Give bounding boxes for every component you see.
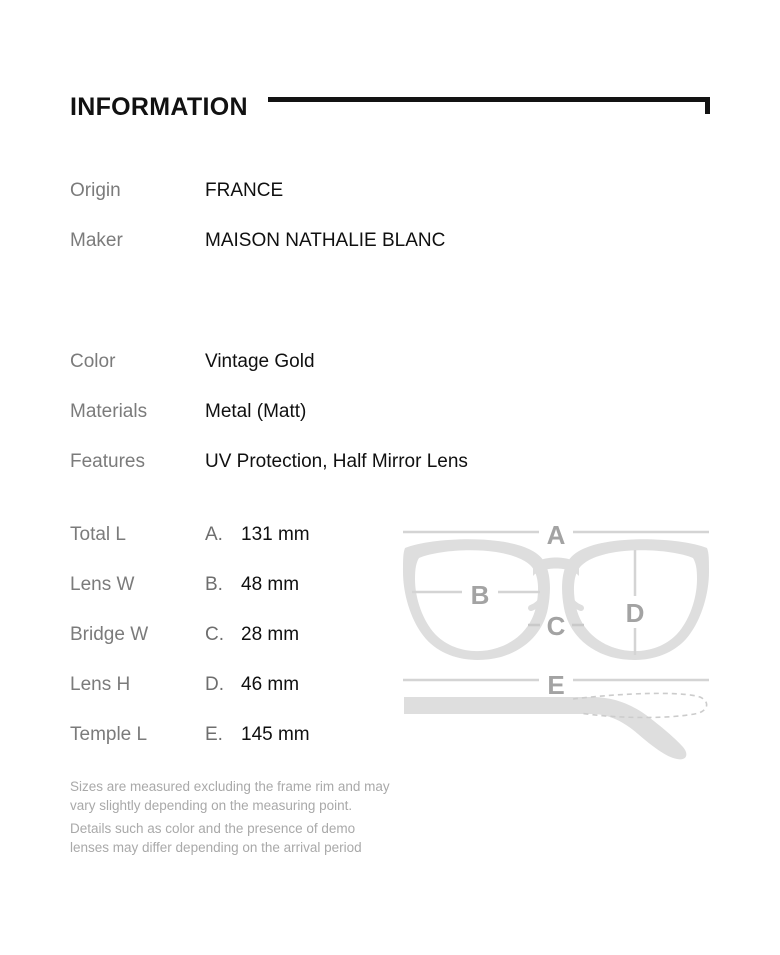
measure-row-lens-height — [70, 672, 310, 722]
note-details — [70, 819, 490, 857]
measure-letter: C. — [205, 624, 224, 645]
measure-letter: B. — [205, 574, 223, 595]
temple-arm-shape — [404, 697, 686, 759]
measure-letter: A. — [205, 524, 223, 545]
row-value — [205, 622, 299, 648]
row-value — [205, 672, 299, 698]
row-value: MAISON NATHALIE BLANC — [205, 230, 446, 251]
measure-row-bridge-width — [70, 622, 310, 672]
row-label: Lens H — [70, 674, 131, 695]
measure-row-total-length — [70, 522, 310, 572]
measure-value: 131 mm — [241, 524, 310, 545]
info-row-materials — [70, 399, 468, 449]
diagram-label-c: C — [546, 611, 566, 641]
note-line: Sizes are measured excluding the frame rim and may — [70, 779, 390, 794]
row-value: UV Protection, Half Mirror Lens — [205, 451, 468, 472]
row-label: Features — [70, 451, 145, 472]
diagram-label-e: E — [547, 670, 565, 700]
measure-letter: E. — [205, 724, 223, 745]
note-line: Details such as color and the presence of demo — [70, 821, 356, 836]
measure-value: 46 mm — [241, 674, 300, 695]
note-line: vary slightly depending on the measuring point. — [70, 798, 353, 813]
info-row-color — [70, 349, 468, 399]
diagram-label-a: A — [546, 520, 566, 550]
info-row-origin — [70, 178, 445, 228]
measure-value: 48 mm — [241, 574, 300, 595]
row-label: Origin — [70, 180, 121, 201]
row-label: Bridge W — [70, 624, 149, 645]
title-rule-line — [268, 97, 710, 114]
row-value — [205, 572, 299, 598]
info-row-features — [70, 449, 468, 499]
measurement-notes — [70, 777, 490, 861]
measurements-group — [70, 522, 310, 772]
row-label: Lens W — [70, 574, 135, 595]
details-group — [70, 349, 468, 499]
origin-maker-group — [70, 178, 445, 278]
row-label: Color — [70, 351, 116, 372]
diagram-label-d: D — [625, 598, 645, 628]
row-label: Materials — [70, 401, 148, 422]
row-value — [205, 522, 310, 548]
note-line: lenses may differ depending on the arrival period — [70, 840, 362, 855]
row-value: FRANCE — [205, 180, 284, 201]
measure-row-lens-width — [70, 572, 310, 622]
info-row-maker — [70, 228, 445, 278]
section-title: INFORMATION — [70, 93, 248, 121]
note-sizes — [70, 777, 490, 815]
row-value — [205, 722, 310, 748]
measure-value: 145 mm — [241, 724, 310, 745]
row-label: Temple L — [70, 724, 148, 745]
row-value: Vintage Gold — [205, 351, 315, 372]
diagram-label-b: B — [470, 580, 490, 610]
measure-row-temple-length — [70, 722, 310, 772]
row-label: Maker — [70, 230, 123, 251]
measure-value: 28 mm — [241, 624, 300, 645]
glasses-measurement-diagram-icon — [400, 518, 712, 763]
measure-letter: D. — [205, 674, 224, 695]
row-label: Total L — [70, 524, 126, 545]
row-value: Metal (Matt) — [205, 401, 307, 422]
